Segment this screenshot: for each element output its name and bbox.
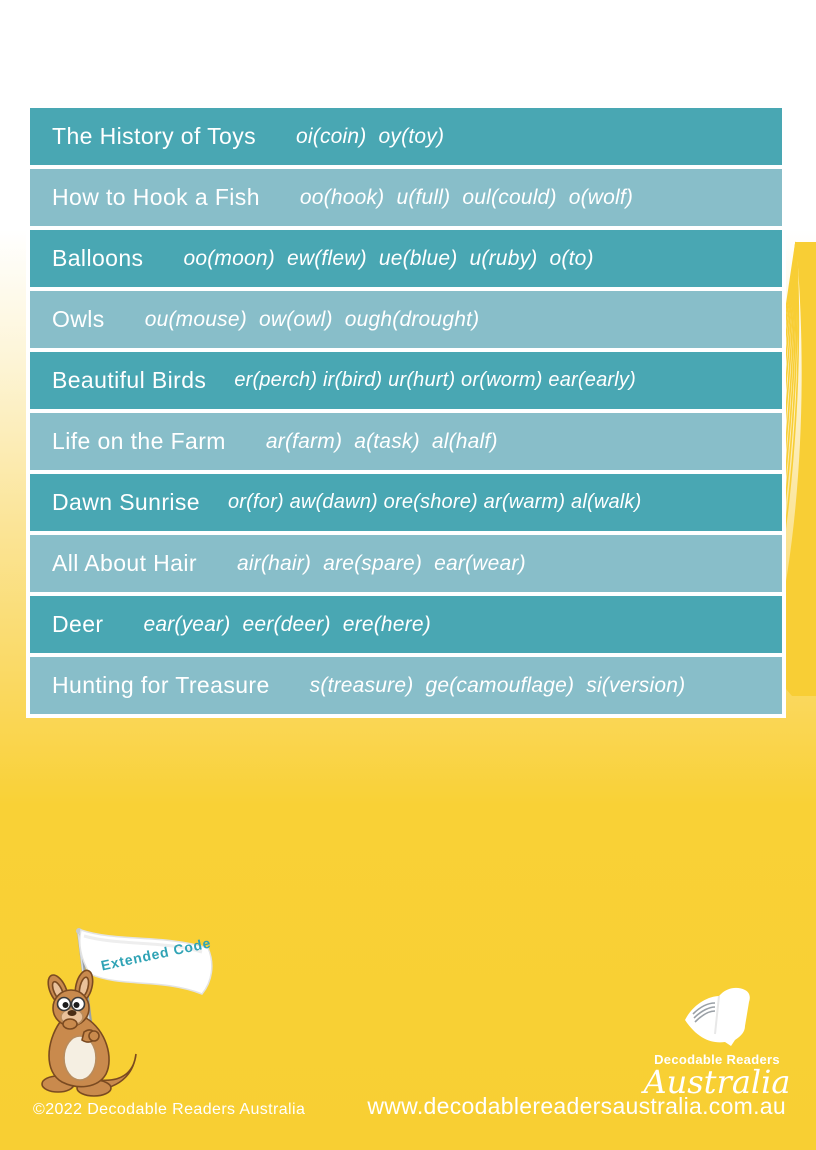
table-row <box>30 596 782 653</box>
phonics-patterns: oo(moon) ew(flew) ue(blue) u(ruby) o(to) <box>183 246 594 270</box>
book-title: Owls <box>52 306 105 332</box>
phonics-patterns: ear(year) eer(deer) ere(here) <box>143 612 431 636</box>
phonics-patterns: er(perch) ir(bird) ur(hurt) or(worm) ear(early) <box>234 369 636 391</box>
book-title: Deer <box>52 611 104 637</box>
table-row <box>30 657 782 714</box>
table-row <box>30 108 782 165</box>
open-book-icon <box>675 986 759 1050</box>
book-title: All About Hair <box>52 550 197 576</box>
logo-text-decodable-readers: Decodable Readers <box>654 1052 780 1067</box>
book-title: Balloons <box>52 245 144 271</box>
table-row <box>30 169 782 226</box>
table-row <box>30 352 782 409</box>
table-row <box>30 474 782 531</box>
book-title: Beautiful Birds <box>52 367 207 393</box>
table-row <box>30 413 782 470</box>
phonics-patterns: oo(hook) u(full) oul(could) o(wolf) <box>299 185 634 209</box>
table-row <box>30 535 782 592</box>
book-title: Dawn Sunrise <box>52 489 200 515</box>
book-title: Life on the Farm <box>52 428 226 454</box>
phonics-patterns: ou(mouse) ow(owl) ough(drought) <box>144 307 480 331</box>
book-title: The History of Toys <box>52 123 257 149</box>
phonics-patterns: oi(coin) oy(toy) <box>296 124 445 148</box>
phonics-patterns: air(hair) are(spare) ear(wear) <box>236 551 526 575</box>
flag-label: Extended Code <box>99 934 213 974</box>
website-url: www.decodablereadersaustralia.com.au <box>367 1093 786 1119</box>
brand-logo <box>642 986 792 1101</box>
copyright-text: ©2022 Decodable Readers Australia <box>33 1101 306 1118</box>
table-row <box>30 230 782 287</box>
book-title: Hunting for Treasure <box>52 672 270 698</box>
phonics-patterns: ar(farm) a(task) al(half) <box>265 429 498 453</box>
table-row <box>30 291 782 348</box>
book-title: How to Hook a Fish <box>52 184 260 210</box>
phonics-patterns: s(treasure) ge(camouflage) si(version) <box>309 673 686 697</box>
phonics-patterns: or(for) aw(dawn) ore(shore) ar(warm) al(walk) <box>227 491 642 513</box>
logo-text-australia: Australia <box>643 1063 791 1101</box>
phonics-table <box>26 104 786 718</box>
